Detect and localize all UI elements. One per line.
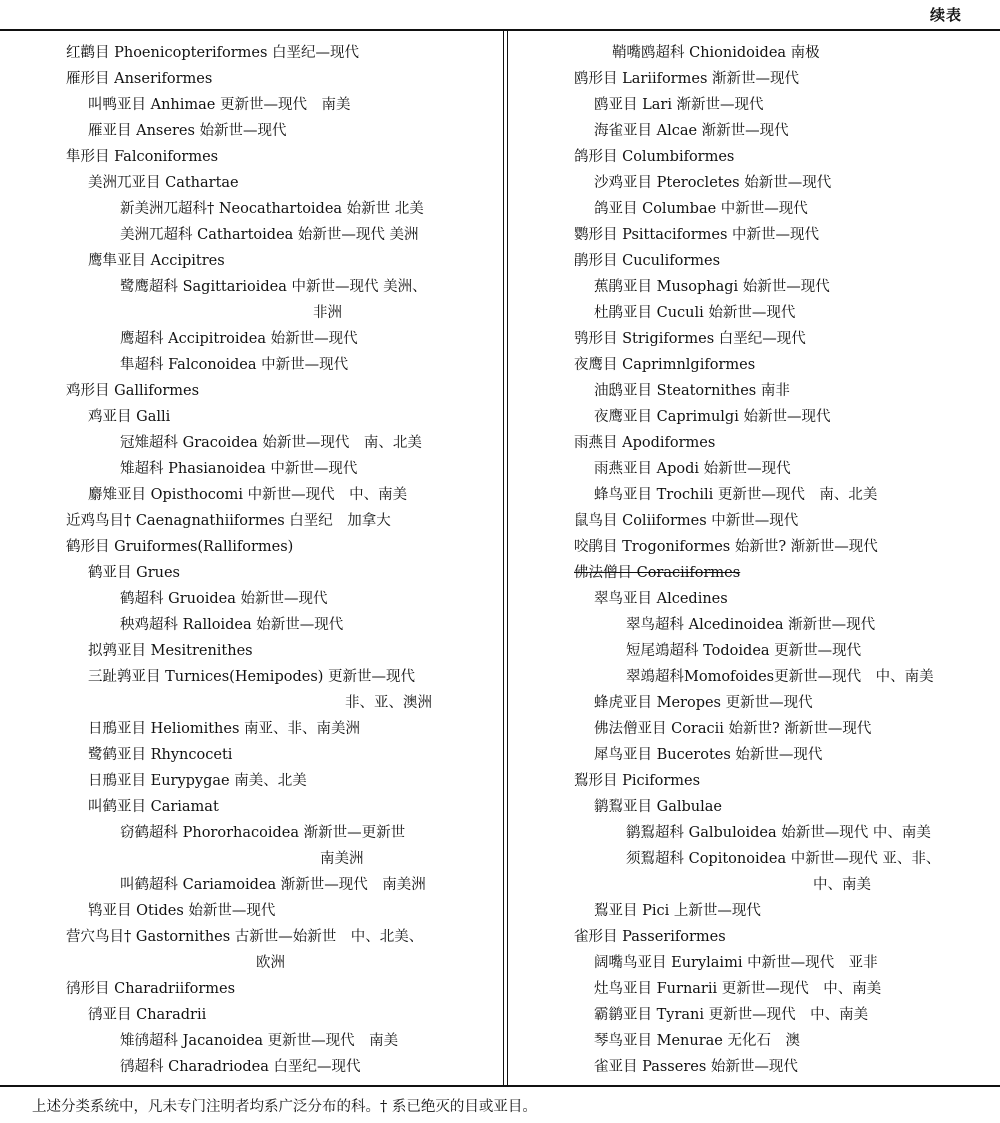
taxon-entry	[0, 40, 500, 66]
taxon-text: 鹃形目 Cuculiformes	[574, 253, 721, 269]
taxon-text: 霸鹟亚目 Tyrani 更新世—现代 中、南美	[594, 1007, 869, 1023]
taxon-text: 新美洲兀超科† Neocathartoidea 始新世 北美	[120, 201, 424, 217]
taxon-entry	[508, 846, 1000, 872]
taxon-entry	[508, 794, 1000, 820]
taxon-entry	[508, 378, 1000, 404]
taxon-entry	[508, 118, 1000, 144]
taxon-entry	[0, 248, 500, 274]
taxon-text: 隼形目 Falconiformes	[66, 149, 219, 165]
taxon-entry	[508, 716, 1000, 742]
taxon-text: 佛法僧亚目 Coracii 始新世? 渐新世—现代	[594, 721, 872, 737]
taxon-entry	[508, 1002, 1000, 1028]
taxon-entry	[508, 66, 1000, 92]
taxon-entry	[0, 170, 500, 196]
taxon-entry	[508, 638, 1000, 664]
taxon-text: 雁亚目 Anseres 始新世—现代	[88, 123, 287, 139]
taxon-text: 鸻超科 Charadriodea 白垩纪—现代	[120, 1059, 361, 1075]
taxon-text: 咬鹃目 Trogoniformes 始新世? 渐新世—现代	[574, 539, 878, 555]
taxon-text: 拟鹑亚目 Mesitrenithes	[88, 643, 253, 659]
taxon-text: 美洲兀亚目 Cathartae	[88, 175, 239, 191]
taxon-entry	[508, 196, 1000, 222]
taxon-text: 隼超科 Falconoidea 中新世—现代	[120, 357, 349, 373]
taxon-text: 鹤形目 Gruiformes(Ralliformes)	[66, 539, 294, 555]
taxon-entry	[508, 326, 1000, 352]
taxon-entry	[508, 482, 1000, 508]
taxon-entry	[0, 612, 500, 638]
taxon-text: 近鸡鸟目† Caenagnathiiformes 白垩纪 加拿大	[66, 513, 391, 529]
taxon-text: 油鸱亚目 Steatornithes 南非	[594, 383, 790, 399]
taxon-entry	[0, 118, 500, 144]
taxon-entry	[0, 274, 500, 300]
taxon-entry	[0, 768, 500, 794]
taxon-entry	[508, 586, 1000, 612]
continued-label: 续表	[929, 6, 962, 24]
taxon-entry	[0, 950, 500, 976]
taxon-text: 中、南美	[813, 877, 871, 893]
taxon-entry	[508, 924, 1000, 950]
taxon-entry	[508, 742, 1000, 768]
taxon-text: 鹭鹤亚目 Rhyncoceti	[88, 747, 233, 763]
taxon-text: 鸻形目 Charadriiformes	[66, 981, 236, 997]
taxon-entry	[508, 430, 1000, 456]
taxon-entry	[508, 1054, 1000, 1080]
taxon-text: 雀形目 Passeriformes	[574, 929, 726, 945]
taxon-text: 翠鴗超科Momofoides更新世—现代 中、南美	[626, 669, 934, 685]
taxon-text: 鸽形目 Columbiformes	[574, 149, 735, 165]
taxon-entry	[508, 820, 1000, 846]
taxon-entry	[0, 144, 500, 170]
taxon-entry	[508, 404, 1000, 430]
taxon-text: 鸥亚目 Lari 渐新世—现代	[594, 97, 764, 113]
taxon-text: 鞘嘴鸥超科 Chionidoidea 南极	[612, 45, 820, 61]
taxon-text: 蜂鸟亚目 Trochili 更新世—现代 南、北美	[594, 487, 878, 503]
taxon-entry	[0, 508, 500, 534]
taxon-entry	[508, 690, 1000, 716]
taxon-text: 蕉鹃亚目 Musophagi 始新世—现代	[594, 279, 830, 295]
taxon-entry	[0, 66, 500, 92]
taxon-entry	[508, 144, 1000, 170]
taxon-text: 鹤亚目 Grues	[88, 565, 180, 581]
taxon-entry	[0, 820, 500, 846]
taxon-entry	[0, 664, 500, 690]
taxon-text: 冠雉超科 Gracoidea 始新世—现代 南、北美	[120, 435, 422, 451]
taxon-text: 鹦形目 Psittaciformes 中新世—现代	[574, 227, 820, 243]
taxon-entry	[0, 560, 500, 586]
taxon-text: 日鳽亚目 Eurypygae 南美、北美	[88, 773, 307, 789]
taxon-entry	[0, 690, 500, 716]
taxon-text: 鸽亚目 Columbae 中新世—现代	[594, 201, 808, 217]
taxon-text: 海雀亚目 Alcae 渐新世—现代	[594, 123, 789, 139]
right-column	[508, 40, 1000, 1080]
taxon-entry	[0, 222, 500, 248]
taxon-text: 夜鹰亚目 Caprimulgi 始新世—现代	[594, 409, 831, 425]
taxon-entry	[0, 326, 500, 352]
taxon-text: 鹰隼亚目 Accipitres	[88, 253, 225, 269]
taxon-entry	[508, 950, 1000, 976]
footnote: 上述分类系统中，凡未专门注明者均系广泛分布的科。† 系已绝灭的目或亚目。	[32, 1099, 537, 1115]
taxon-text: 叫鹤亚目 Cariamat	[88, 799, 219, 815]
taxon-text: 鸡亚目 Galli	[88, 409, 171, 425]
taxon-text: 鸥形目 Lariiformes 渐新世—现代	[574, 71, 799, 87]
taxon-text: 叫鸭亚目 Anhimae 更新世—现代 南美	[88, 97, 351, 113]
taxon-text: 窃鹤超科 Phororhacoidea 渐新世—更新世	[120, 825, 406, 841]
taxon-entry	[0, 1002, 500, 1028]
taxon-text: 美洲兀超科 Cathartoidea 始新世—现代 美洲	[120, 227, 419, 243]
taxon-text: 阔嘴鸟亚目 Eurylaimi 中新世—现代 亚非	[594, 955, 878, 971]
taxon-text: 须鴷超科 Copitonoidea 中新世—现代 亚、非、	[626, 851, 941, 867]
taxon-text: 欧洲	[256, 955, 285, 971]
taxon-entry	[508, 898, 1000, 924]
taxon-text: 灶鸟亚目 Furnarii 更新世—现代 中、南美	[594, 981, 882, 997]
taxon-entry	[508, 560, 1000, 586]
taxon-text: 雉超科 Phasianoidea 中新世—现代	[120, 461, 358, 477]
taxon-text: 翠鸟超科 Alcedinoidea 渐新世—现代	[626, 617, 876, 633]
taxon-text: 杜鹃亚目 Cuculi 始新世—现代	[594, 305, 796, 321]
taxon-entry	[0, 92, 500, 118]
taxon-text: 鸨亚目 Otides 始新世—现代	[88, 903, 276, 919]
taxon-text: 鹤超科 Gruoidea 始新世—现代	[120, 591, 328, 607]
taxon-text: 鴷形目 Piciformes	[574, 773, 701, 789]
taxon-entry	[0, 898, 500, 924]
taxon-text: 麝雉亚目 Opisthocomi 中新世—现代 中、南美	[88, 487, 408, 503]
taxon-entry	[0, 976, 500, 1002]
taxon-entry	[508, 92, 1000, 118]
taxon-entry	[508, 612, 1000, 638]
taxon-text: 琴鸟亚目 Menurae 无化石 澳	[594, 1033, 800, 1049]
taxon-text: 雀亚目 Passeres 始新世—现代	[594, 1059, 798, 1075]
taxon-entry	[508, 248, 1000, 274]
taxon-text: 鹭鹰超科 Sagittarioidea 中新世—现代 美洲、	[120, 279, 427, 295]
taxon-entry	[0, 586, 500, 612]
taxon-entry	[508, 508, 1000, 534]
taxon-text: 鹰超科 Accipitroidea 始新世—现代	[120, 331, 358, 347]
taxon-entry	[0, 1054, 500, 1080]
taxon-text: 沙鸡亚目 Pterocletes 始新世—现代	[594, 175, 832, 191]
taxon-entry	[0, 482, 500, 508]
taxon-entry	[0, 456, 500, 482]
bottom-rule	[0, 1085, 1000, 1087]
taxon-text: 非、亚、澳洲	[345, 695, 432, 711]
taxon-text: 蜂虎亚目 Meropes 更新世—现代	[594, 695, 813, 711]
taxon-text: 日鳽亚目 Heliomithes 南亚、非、南美洲	[88, 721, 361, 737]
taxon-entry	[0, 300, 500, 326]
taxon-text: 雨燕亚目 Apodi 始新世—现代	[594, 461, 791, 477]
taxon-entry	[0, 872, 500, 898]
taxon-text: 雨燕目 Apodiformes	[574, 435, 716, 451]
taxon-entry	[0, 716, 500, 742]
taxon-text: 犀鸟亚目 Bucerotes 始新世—现代	[594, 747, 823, 763]
taxon-entry	[0, 1028, 500, 1054]
taxon-entry	[508, 300, 1000, 326]
taxon-text: 雁形目 Anseriformes	[66, 71, 213, 87]
taxon-entry	[508, 872, 1000, 898]
taxon-entry	[508, 1028, 1000, 1054]
taxon-entry	[508, 534, 1000, 560]
taxon-text: 鸮形目 Strigiformes 白垩纪—现代	[574, 331, 806, 347]
taxon-text: 南美洲	[320, 851, 364, 867]
taxon-entry	[508, 40, 1000, 66]
taxon-entry	[0, 352, 500, 378]
taxon-entry	[508, 664, 1000, 690]
taxon-text: 叫鹤超科 Cariamoidea 渐新世—现代 南美洲	[120, 877, 426, 893]
taxon-entry	[508, 456, 1000, 482]
taxon-text: 鸻亚目 Charadrii	[88, 1007, 207, 1023]
taxon-entry	[0, 378, 500, 404]
taxon-entry	[508, 352, 1000, 378]
taxon-entry	[508, 976, 1000, 1002]
taxon-entry	[508, 274, 1000, 300]
taxon-text: 鸡形目 Galliformes	[66, 383, 200, 399]
taxon-entry	[0, 638, 500, 664]
taxon-entry	[508, 768, 1000, 794]
taxon-text: 鴷亚目 Pici 上新世—现代	[594, 903, 761, 919]
taxon-entry	[508, 222, 1000, 248]
left-column	[0, 40, 500, 1080]
taxon-text: 翠鸟亚目 Alcedines	[594, 591, 728, 607]
taxon-entry	[0, 846, 500, 872]
taxon-entry	[0, 924, 500, 950]
taxon-text: 三趾鹑亚目 Turnices(Hemipodes) 更新世—现代	[88, 669, 416, 685]
taxon-text: 佛法僧目 Coraciiformes	[574, 565, 741, 581]
taxon-entry	[0, 430, 500, 456]
taxon-entry	[0, 534, 500, 560]
taxon-entry	[0, 404, 500, 430]
taxon-entry	[0, 742, 500, 768]
taxon-text: 夜鹰目 Caprimnlgiformes	[574, 357, 756, 373]
top-rule	[0, 29, 1000, 31]
taxon-text: 短尾鴗超科 Todoidea 更新世—现代	[626, 643, 862, 659]
taxon-text: 红鹳目 Phoenicopteriformes 白垩纪—现代	[66, 45, 360, 61]
taxon-entry	[0, 794, 500, 820]
taxon-text: 鹟鴷超科 Galbuloidea 始新世—现代 中、南美	[626, 825, 931, 841]
taxon-entry	[0, 196, 500, 222]
taxon-text: 非洲	[313, 305, 342, 321]
taxon-entry	[508, 170, 1000, 196]
taxon-text: 鼠鸟目 Coliiformes 中新世—现代	[574, 513, 799, 529]
taxon-text: 雉鸻超科 Jacanoidea 更新世—现代 南美	[120, 1033, 399, 1049]
taxon-text: 营穴鸟目† Gastornithes 古新世—始新世 中、北美、	[66, 929, 424, 945]
taxon-text: 鹟鴷亚目 Galbulae	[594, 799, 722, 815]
taxon-text: 秧鸡超科 Ralloidea 始新世—现代	[120, 617, 344, 633]
